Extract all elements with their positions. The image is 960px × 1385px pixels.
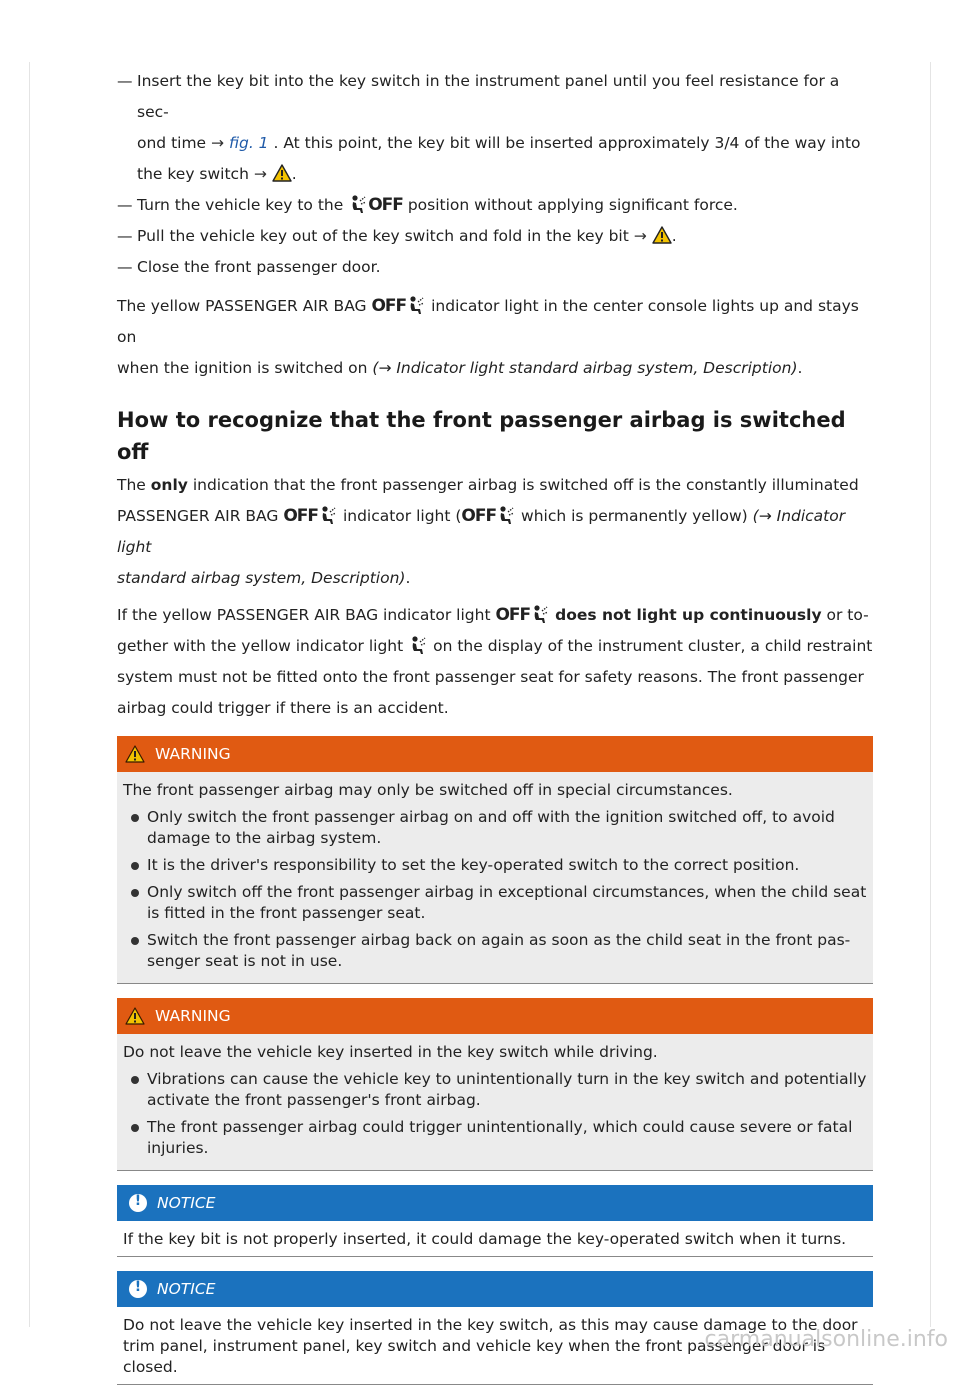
paragraph-only-indication: The only indication that the front passenger airbag is switched off is the constantly illuminated PASSENGER AIR BAG OFF indicator light (OFF which is permanently yellow) (→ Indicator light standard airbag system, Description). <box>117 476 859 587</box>
section-heading: How to recognize that the front passenger airbag is switched off <box>117 408 846 464</box>
warning-list <box>123 1069 867 1159</box>
warning-body: The front passenger airbag may only be switched off in special circumstances. Only switch the front passenger airbag on and off with the ignition switched off, to avoid damage to the airbag system. It is the driver's responsibility to set the key-operated switch to the correct position. Only switch off the front passenger airbag in exceptional circumstances, when the child seat is fitted in the front passenger seat. Switch the front passenger airbag back on again as soon as the child seat in the front pas-senger seat is not in use. <box>117 772 873 984</box>
step-pull-key: — Pull the vehicle key out of the key switch and fold in the key bit → . <box>117 227 677 245</box>
bullet-icon <box>131 862 139 870</box>
child-seat-icon <box>496 505 516 525</box>
warning-triangle-icon <box>125 1007 145 1025</box>
bullet-icon <box>131 1076 139 1084</box>
notice-header: ! NOTICE <box>117 1185 873 1221</box>
child-seat-icon <box>408 635 428 655</box>
list-item: The front passenger airbag could trigger unintentionally, which could cause severe or fatal injuries. <box>123 1117 867 1159</box>
warning-header: WARNING <box>117 736 873 772</box>
list-item: It is the driver's responsibility to set the key-operated switch to the correct position. <box>123 855 867 876</box>
notice-body: Do not leave the vehicle key inserted in the key switch, as this may cause damage to the door trim panel, instrument panel, key switch and vehicle key when the front passenger door is closed. <box>117 1307 873 1385</box>
paragraph-does-not-light: If the yellow PASSENGER AIR BAG indicator light OFF does not light up continuously or to- gether with the yellow indicator light on the display of the instrument cluster, a child restraint system must not be fitted onto the front passenger seat for safety reasons. The front passenger airbag could trigger if there is an accident. <box>117 600 873 724</box>
airbag-off-icon: OFF <box>461 506 497 526</box>
list-item: Only switch the front passenger airbag on and off with the ignition switched off, to avoid damage to the airbag system. <box>123 807 867 849</box>
bullet-icon <box>131 814 139 822</box>
airbag-off-icon: OFF <box>495 605 531 625</box>
child-seat-icon <box>318 505 338 525</box>
description-link[interactable]: (→ Indicator light <box>117 507 846 556</box>
step-insert-key: — Insert the key bit into the key switch in the instrument panel until you feel resistance for a sec- ond time → fig. 1 . At this point, the key bit will be inserted approximately 3/4 of the way into the key switch → . <box>117 66 873 190</box>
list-item: Only switch off the front passenger airbag in exceptional circumstances, when the child seat is fitted in the front passenger seat. <box>123 882 867 924</box>
step-close-door: — Close the front passenger door. <box>117 258 381 276</box>
right-margin-rule <box>930 62 931 1327</box>
step-turn-key: — Turn the vehicle key to the OFF position without applying significant force. <box>117 190 873 221</box>
child-seat-icon <box>530 604 550 624</box>
figure-link[interactable]: fig. 1 <box>228 134 269 152</box>
bullet-icon <box>131 1124 139 1132</box>
notice-exclamation-icon: ! <box>129 1194 147 1212</box>
warning-box-switch-off <box>117 736 873 984</box>
airbag-off-icon: OFF <box>283 506 318 526</box>
list-item: Vibrations can cause the vehicle key to unintentionally turn in the key switch and potentially activate the front passenger's front airbag. <box>123 1069 867 1111</box>
warning-list <box>123 807 867 972</box>
warning-triangle-icon <box>125 745 145 763</box>
notice-exclamation-icon: ! <box>129 1280 147 1298</box>
child-seat-icon <box>348 194 368 214</box>
step-dash: — <box>117 72 133 90</box>
left-margin-rule <box>29 62 30 1327</box>
notice-box-key-bit <box>117 1185 873 1257</box>
notice-header: ! NOTICE <box>117 1271 873 1307</box>
warning-triangle-icon[interactable] <box>652 226 672 244</box>
warning-body: Do not leave the vehicle key inserted in the key switch while driving. Vibrations can cause the vehicle key to unintentionally turn in the key switch and potentially activate the front passenger's front airbag. The front passenger airbag could trigger unintentionally, which could cause severe or fatal injuries. <box>117 1034 873 1171</box>
warning-box-driving <box>117 998 873 1171</box>
airbag-off-icon: OFF <box>371 296 407 316</box>
list-item: Switch the front passenger airbag back on again as soon as the child seat in the front pas-senger seat is not in use. <box>123 930 867 972</box>
warning-header: WARNING <box>117 998 873 1034</box>
notice-body: If the key bit is not properly inserted, it could damage the key-operated switch when it turns. <box>117 1221 873 1257</box>
description-link[interactable]: (→ Indicator light standard airbag system, Description) <box>372 359 798 377</box>
intro-paragraph: The yellow PASSENGER AIR BAG OFF indicator light in the center console lights up and stays on when the ignition is switched on (→ Indicator light standard airbag system, Description). <box>117 291 873 384</box>
child-seat-icon <box>406 295 426 315</box>
bullet-icon <box>131 889 139 897</box>
bullet-icon <box>131 937 139 945</box>
warning-triangle-icon[interactable] <box>272 164 292 182</box>
airbag-off-icon: OFF <box>368 195 403 215</box>
watermark: carmanualsonline.info <box>704 1327 948 1352</box>
manual-page-content <box>117 66 873 1385</box>
